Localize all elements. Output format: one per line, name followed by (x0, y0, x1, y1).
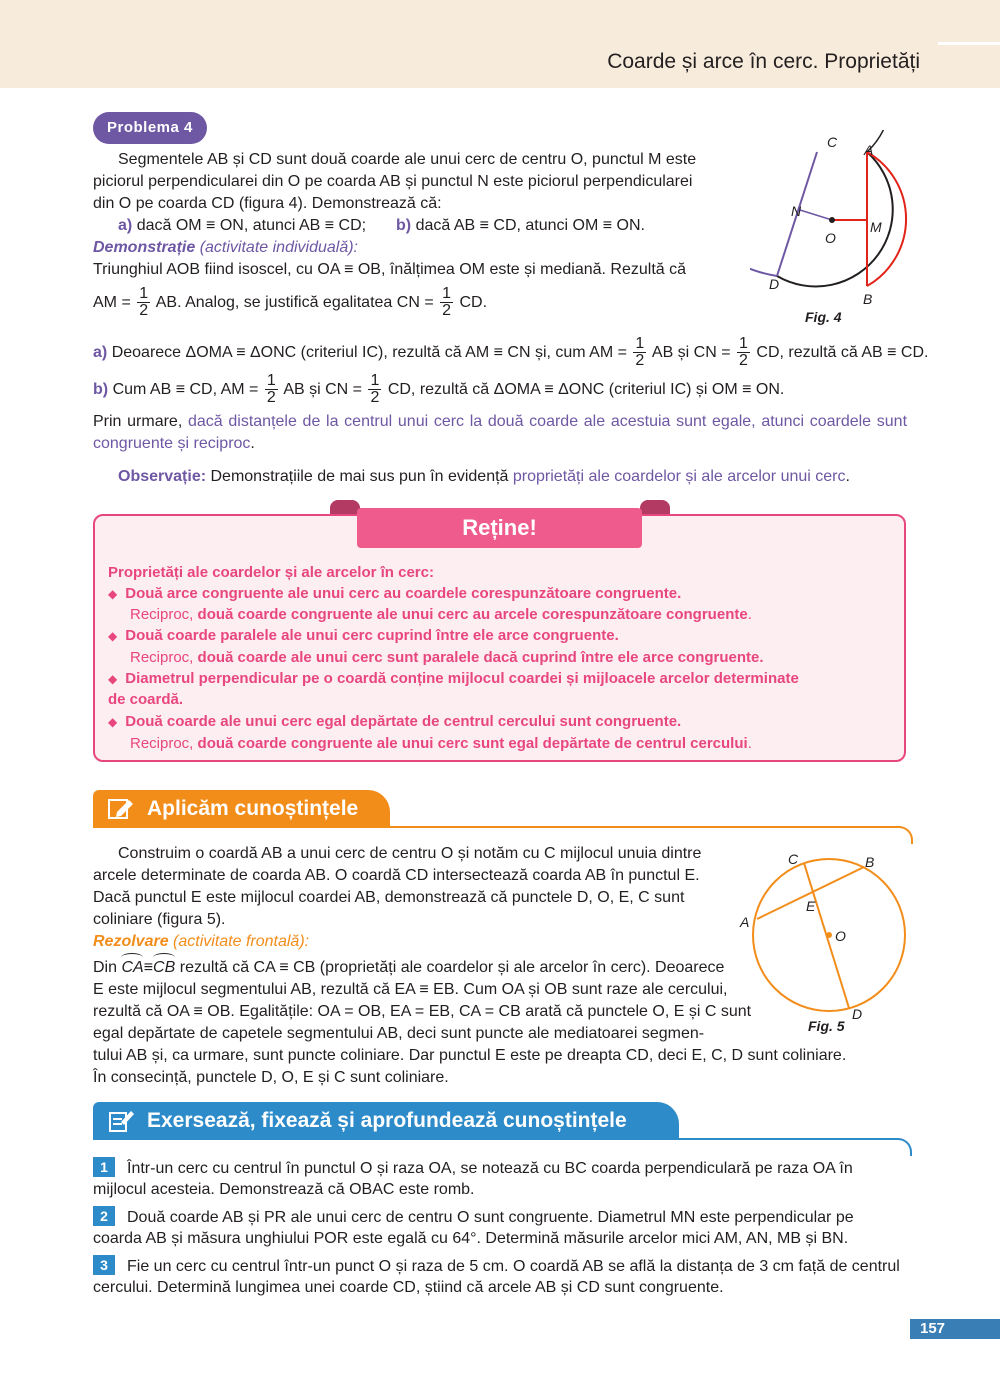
arc-ca: CA (121, 959, 143, 976)
exercise-3: 3 Fie un cerc cu centrul într-un punct O și raza de 5 cm. O coardă AB se află la distanța de 3 cm față de centrul (93, 1255, 907, 1278)
proof-a-eq1: AM = (589, 344, 627, 361)
problem-line-3: din O pe coarda CD (figura 4). Demonstrează că: (93, 195, 442, 212)
exercise-number: 1 (93, 1157, 115, 1177)
arc-cb: CB (153, 959, 175, 976)
conclusion-start: Prin urmare, (93, 413, 183, 430)
observation-end: . (845, 468, 850, 485)
fig4-label-n: N (791, 203, 802, 219)
retine-item-2-reciprocal: Reciproc, două coarde ale unui cerc sunt paralele dacă cuprind între ele arce congruente. (130, 649, 764, 666)
rezolvare-label: Rezolvare (93, 933, 169, 950)
fig4-label-b: B (863, 291, 873, 307)
proof-b (93, 371, 784, 409)
rezolvare-note: (activitate frontală): (173, 933, 310, 950)
fraction: $\frac{1}{2}$ (635, 335, 645, 370)
page-header (0, 0, 1000, 88)
retine-heading: Proprietăți ale coardelor și ale arcelor în cerc: (108, 564, 434, 581)
aplicam-line-9: tului AB și, ca urmare, sunt puncte coliniare. Dar punctul E este pe dreapta CD, deci E, C, D sunt coliniare. (93, 1047, 847, 1064)
conclusion-highlight-2: congruente și reciproc (93, 435, 251, 452)
fig4-label-m: M (870, 219, 882, 235)
demo-label: Demonstrație (93, 239, 196, 256)
retine-item-3-cont: de coardă. (108, 691, 184, 708)
problem-line-2: piciorul perpendicularei din O pe coarda AB și punctul N este piciorul perpendicularei (93, 173, 693, 190)
page-title: Coarde și arce în cerc. Proprietăți (607, 50, 920, 73)
aplicam-line-1: Construim o coardă AB a unui cerc de centru O și notăm cu C mijlocul unuia dintre (118, 845, 702, 862)
problem-line-1: Segmentele AB și CD sunt două coarde ale unui cerc de centru O, punctul M este (118, 151, 697, 168)
proof-b-text: Cum AB ≡ CD, AM = (112, 381, 259, 398)
exercise-number: 3 (93, 1255, 115, 1275)
diamond-icon: ◆ (108, 587, 118, 601)
item-b-label: b) (396, 217, 412, 234)
demo-heading (93, 237, 358, 259)
exercise-number: 2 (93, 1206, 115, 1226)
problem-line-4: Triunghiul AOB fiind isoscel, cu OA ≡ OB, înălțimea OM este și mediană. Rezultă că (93, 261, 686, 278)
exercise-1-cont: mijlocul acesteia. Demonstrează că OBAC este romb. (93, 1181, 475, 1198)
proof-a-text: Deoarece ΔOMA ≡ ΔONC (criteriul IC), rezultă că AM ≡ CN și, cum (111, 344, 586, 361)
section-aplicam (93, 790, 390, 828)
retine-item-4: ◆ Două coarde ale unui cerc egal depărtate de centrul cercului sunt congruente. (108, 713, 682, 730)
proof-b-label: b) (93, 381, 109, 398)
header-rule (938, 42, 1000, 45)
fig5-label-e: E (806, 898, 816, 914)
conclusion (93, 411, 907, 455)
eq-cn: CN = (396, 294, 434, 311)
section-exerseaza-rule (679, 1138, 899, 1140)
section-aplicam-title: Aplicăm cunoștințele (147, 797, 359, 820)
proof-a-end: CD, rezultă că AB ≡ CD. (756, 344, 929, 361)
problem-badge: Problema 4 (93, 112, 207, 144)
diamond-icon: ◆ (108, 672, 118, 686)
fig4-label-o: O (825, 230, 836, 246)
fig5-caption: Fig. 5 (808, 1018, 845, 1034)
eq-am: AM = (93, 294, 131, 311)
diamond-icon: ◆ (108, 629, 118, 643)
fig5-label-o: O (835, 928, 846, 944)
proof-a-eq2: AB și CN = (651, 344, 731, 361)
aplicam-line-5 (93, 957, 724, 979)
rezolvare-heading (93, 931, 309, 953)
exercise-1: 1 Într-un cerc cu centrul în punctul O și raza OA, se notează cu BC coarda perpendiculară pe raza OA în (93, 1157, 907, 1180)
segment-on (800, 210, 832, 220)
section-exerseaza-title: Exersează, fixează și aprofundează cunoștințele (147, 1109, 627, 1132)
item-a-label: a) (118, 217, 133, 234)
proof-b-end: CD, rezultă că ΔOMA ≡ ΔONC (criteriul IC) și OM ≡ ON. (387, 381, 785, 398)
demo-note: (activitate individuală): (199, 239, 358, 256)
conclusion-highlight: dacă distanțele de la centrul unui cerc la două coarde ale acestuia sunt egale, atunci coardele sunt (187, 413, 908, 430)
retine-item-1: ◆ Două arce congruente ale unui cerc au coardele corespunzătoare congruente. (108, 585, 682, 602)
figure-5 (740, 845, 920, 1020)
fig5-label-d: D (852, 1006, 863, 1022)
arc-eq: ≡ (143, 959, 154, 976)
observation-highlight: proprietăți ale coardelor și ale arcelor unui cerc (512, 468, 846, 485)
section-exerseaza-corner (894, 1138, 912, 1156)
fig5-label-a: A (740, 914, 750, 930)
eq-cd: CD. (459, 294, 488, 311)
retine-item-4-reciprocal: Reciproc, două coarde congruente ale unui cerc sunt egal depărtate de centrul cercului. (130, 735, 752, 752)
fig4-label-c: C (827, 134, 838, 150)
banner-curl-left (330, 500, 360, 514)
fig4-label-a: A (864, 142, 874, 158)
fraction: $\frac{1}{2}$ (370, 372, 380, 407)
aplicam-line-2: arcele determinate de coarda AB. O coardă CD intersectează coarda AB în punctul E. (93, 867, 700, 884)
fig5-label-b: B (865, 854, 875, 870)
section-aplicam-corner (895, 826, 913, 844)
banner-curl-right (640, 500, 670, 514)
fraction: $\frac{1}{2}$ (139, 285, 149, 320)
aplicam-line-7: rezultă că OA ≡ OB. Egalitățile: OA = OB, EA = EB, CA = CB arată că punctele O, E și C sunt (93, 1003, 752, 1020)
aplicam-line-10: În consecință, punctele D, O, E și C sunt coliniare. (93, 1069, 449, 1086)
diamond-icon: ◆ (108, 715, 118, 729)
fig4-label-d: D (769, 276, 780, 292)
aplicam-din: Din (93, 959, 118, 976)
observation-text: Demonstrațiile de mai sus pun în evidență (210, 468, 509, 485)
section-aplicam-rule (390, 826, 900, 828)
aplicam-line-3: Dacă punctul E este mijlocul coardei AB, demonstrează că punctele D, O, E, C sunt (93, 889, 685, 906)
observation-label: Observație: (118, 468, 207, 485)
aplicam-line-6: E este mijlocul segmentului AB, rezultă că EA ≡ EB. Cum OA și OB sunt raze ale cercului, (93, 981, 728, 998)
notepad-icon (107, 1108, 135, 1134)
fraction: $\frac{1}{2}$ (266, 372, 276, 407)
aplicam-line-5-rest: rezultă că CA ≡ CB (proprietăți ale coardelor și ale arcelor în cerc). Deoarece (179, 959, 725, 976)
retine-item-3: ◆ Diametrul perpendicular pe o coardă conține mijlocul coardei și mijloacele arcelor determinate (108, 670, 799, 687)
retine-banner: Reține! (357, 508, 642, 548)
retine-item-2: ◆ Două coarde paralele ale unui cerc cuprind între ele arce congruente. (108, 627, 619, 644)
problem-line-5 (93, 284, 487, 322)
eq-ab-text: AB. Analog, se justifică egalitatea (155, 294, 393, 311)
aplicam-line-8: egal depărtate de capetele segmentului AB, deci sunt puncte ale mediatoarei segmen- (93, 1025, 705, 1042)
center-dot (829, 217, 835, 223)
problem-item-b (396, 215, 645, 237)
page-number: 157 (910, 1319, 1000, 1339)
exercise-2: 2 Două coarde AB și PR ale unui cerc de centru O sunt congruente. Diametrul MN este perpendicular pe (93, 1206, 907, 1229)
fraction: $\frac{1}{2}$ (442, 285, 452, 320)
section-exerseaza (93, 1102, 679, 1140)
item-a-text: dacă OM ≡ ON, atunci AB ≡ CD; (136, 217, 367, 234)
fig4-caption: Fig. 4 (805, 309, 842, 325)
observation (118, 466, 850, 488)
problem-item-a (118, 215, 366, 237)
aplicam-line-4: coliniare (figura 5). (93, 911, 226, 928)
retine-item-1-reciprocal: Reciproc, două coarde congruente ale unui cerc au arcele corespunzătoare congruente. (130, 606, 752, 623)
exercise-3-cont: cercului. Determină lungimea unei coarde CD, știind că arcele AB și CD sunt congruente. (93, 1279, 724, 1296)
pencil-icon (107, 796, 135, 822)
center-dot-5 (826, 932, 832, 938)
exercise-2-cont: coarda AB și măsura unghiului POR este egală cu 64°. Determină măsurile arcelor mici AM, AN, MB și BN. (93, 1230, 849, 1247)
fig5-label-c: C (788, 851, 799, 867)
proof-b-eq: AB și CN = (283, 381, 362, 398)
conclusion-end: . (250, 435, 255, 452)
proof-a-label: a) (93, 344, 108, 361)
proof-a (93, 334, 928, 372)
item-b-text: dacă AB ≡ CD, atunci OM ≡ ON. (415, 217, 645, 234)
fraction: $\frac{1}{2}$ (739, 335, 748, 370)
